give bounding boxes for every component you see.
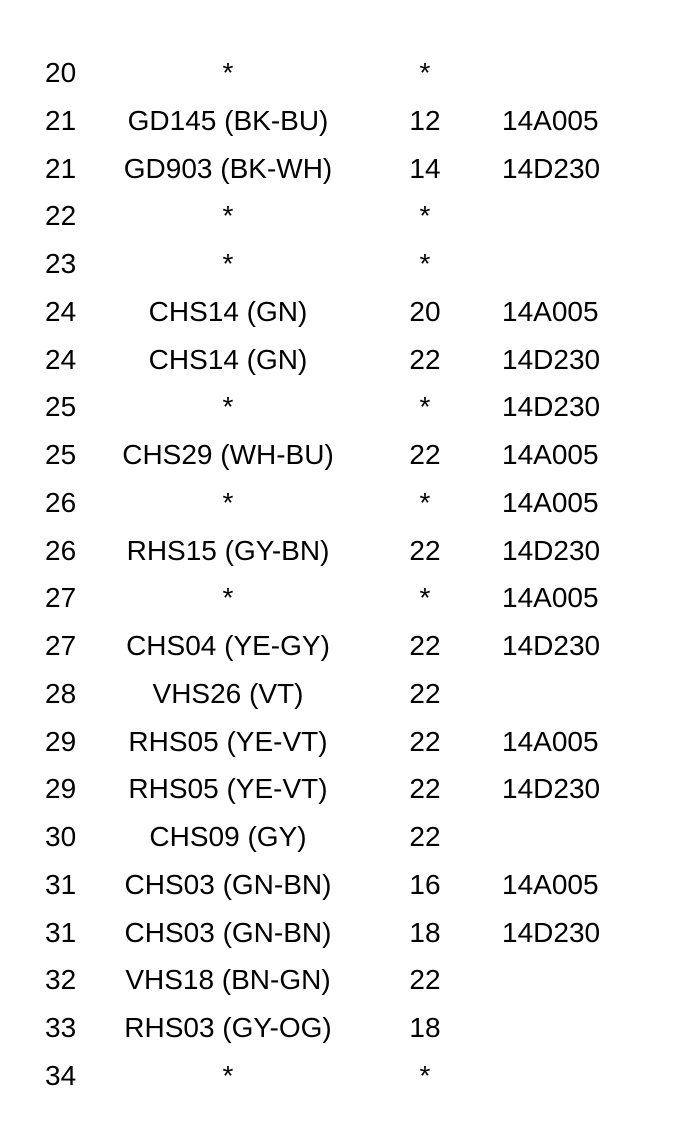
circuit-cell: * — [222, 582, 234, 614]
table-row — [0, 1004, 682, 1052]
harness-cell: 14A005 — [502, 868, 599, 900]
wire-gauge-cell: 22 — [409, 439, 441, 470]
circuit-cell: RHS05 (YE-VT) — [128, 773, 328, 805]
wire-gauge-cell: * — [419, 1059, 431, 1091]
circuit-cell: * — [222, 200, 234, 232]
wire-gauge-cell: * — [419, 391, 431, 423]
pin-number-cell: 27 — [45, 582, 77, 614]
pin-number-cell: 23 — [45, 248, 77, 279]
wire-gauge-cell: * — [419, 200, 431, 232]
harness-cell: 14D230 — [502, 916, 601, 948]
harness-cell: 14A005 — [502, 486, 599, 518]
circuit-cell: * — [222, 391, 234, 423]
pin-number-cell: 30 — [45, 821, 77, 852]
wire-gauge-cell: 20 — [409, 295, 441, 327]
wire-gauge-cell: 12 — [409, 104, 441, 136]
wire-gauge-cell: * — [419, 486, 431, 518]
pin-number-cell: 22 — [45, 200, 77, 232]
circuit-cell: CHS03 (GN-BN) — [124, 868, 332, 900]
wire-gauge-cell: 22 — [409, 725, 441, 757]
pin-number-cell: 31 — [45, 868, 77, 900]
table-row — [0, 670, 682, 718]
wire-gauge-cell: 22 — [409, 677, 441, 709]
wire-gauge-cell: 18 — [409, 1012, 441, 1043]
circuit-cell: RHS03 (GY-OG) — [124, 1012, 332, 1043]
wire-gauge-cell: 22 — [409, 964, 441, 996]
table-row — [0, 765, 682, 813]
table-row — [0, 718, 682, 766]
table-row — [0, 336, 682, 384]
table-row — [0, 861, 682, 909]
wire-gauge-cell: 22 — [409, 821, 441, 852]
harness-cell: 14A005 — [502, 725, 599, 757]
circuit-cell: VHS26 (VT) — [152, 677, 304, 709]
pin-number-cell: 26 — [45, 486, 77, 518]
pin-number-cell: 31 — [45, 916, 77, 948]
pin-number-cell: 24 — [45, 295, 77, 327]
table-row — [0, 1052, 682, 1100]
table-row — [0, 813, 682, 861]
harness-cell: 14A005 — [502, 439, 599, 470]
table-row — [0, 622, 682, 670]
pin-number-cell: 29 — [45, 725, 77, 757]
harness-cell: 14A005 — [502, 104, 599, 136]
circuit-cell: * — [222, 486, 234, 518]
circuit-cell: CHS14 (GN) — [148, 295, 308, 327]
pin-number-cell: 20 — [45, 57, 77, 88]
circuit-cell: CHS09 (GY) — [149, 821, 307, 852]
table-row — [0, 97, 682, 145]
circuit-cell: * — [222, 248, 234, 279]
table-row — [0, 145, 682, 193]
harness-cell: 14A005 — [502, 295, 599, 327]
table-row — [0, 527, 682, 575]
pin-number-cell: 24 — [45, 343, 77, 375]
pin-number-cell: 34 — [45, 1059, 77, 1091]
wire-gauge-cell: 22 — [409, 773, 441, 805]
harness-cell: 14D230 — [502, 343, 601, 375]
pin-number-cell: 28 — [45, 677, 77, 709]
wire-gauge-cell: 22 — [409, 343, 441, 375]
table-row — [0, 431, 682, 479]
pin-number-cell: 29 — [45, 773, 77, 805]
table-row — [0, 240, 682, 288]
harness-cell: 14D230 — [502, 391, 601, 423]
pin-number-cell: 27 — [45, 630, 77, 661]
circuit-cell: GD903 (BK-WH) — [123, 152, 333, 184]
table-row — [0, 49, 682, 97]
wire-gauge-cell: 18 — [409, 916, 441, 948]
harness-cell: 14D230 — [502, 534, 601, 566]
circuit-cell: RHS15 (GY-BN) — [126, 534, 330, 566]
wire-gauge-cell: 22 — [409, 534, 441, 566]
circuit-cell: RHS05 (YE-VT) — [128, 725, 328, 757]
pin-number-cell: 21 — [45, 152, 77, 184]
circuit-cell: CHS14 (GN) — [148, 343, 308, 375]
pin-number-cell: 25 — [45, 439, 77, 470]
wire-gauge-cell: * — [419, 582, 431, 614]
pin-number-cell: 26 — [45, 534, 77, 566]
pin-number-cell: 32 — [45, 964, 77, 996]
harness-cell: 14D230 — [502, 152, 601, 184]
table-row — [0, 288, 682, 336]
harness-cell: 14D230 — [502, 773, 601, 805]
circuit-cell: * — [222, 57, 234, 88]
pin-number-cell: 21 — [45, 104, 77, 136]
circuit-cell: CHS03 (GN-BN) — [124, 916, 332, 948]
wire-gauge-cell: * — [419, 248, 431, 279]
harness-cell: 14A005 — [502, 582, 599, 614]
circuit-cell: CHS04 (YE-GY) — [126, 630, 330, 661]
harness-cell: 14D230 — [502, 630, 601, 661]
table-row — [0, 479, 682, 527]
pin-number-cell: 33 — [45, 1012, 77, 1043]
wire-gauge-cell: 14 — [409, 152, 441, 184]
pinout-table — [0, 49, 682, 1100]
table-row — [0, 192, 682, 240]
circuit-cell: * — [222, 1059, 234, 1091]
wire-gauge-cell: * — [419, 57, 431, 88]
wire-gauge-cell: 22 — [409, 630, 441, 661]
wire-gauge-cell: 16 — [409, 868, 441, 900]
circuit-cell: VHS18 (BN-GN) — [125, 964, 331, 996]
circuit-cell: CHS29 (WH-BU) — [122, 439, 334, 470]
table-row — [0, 956, 682, 1004]
circuit-cell: GD145 (BK-BU) — [127, 104, 329, 136]
table-row — [0, 383, 682, 431]
table-row — [0, 909, 682, 957]
pin-number-cell: 25 — [45, 391, 77, 423]
table-row — [0, 574, 682, 622]
